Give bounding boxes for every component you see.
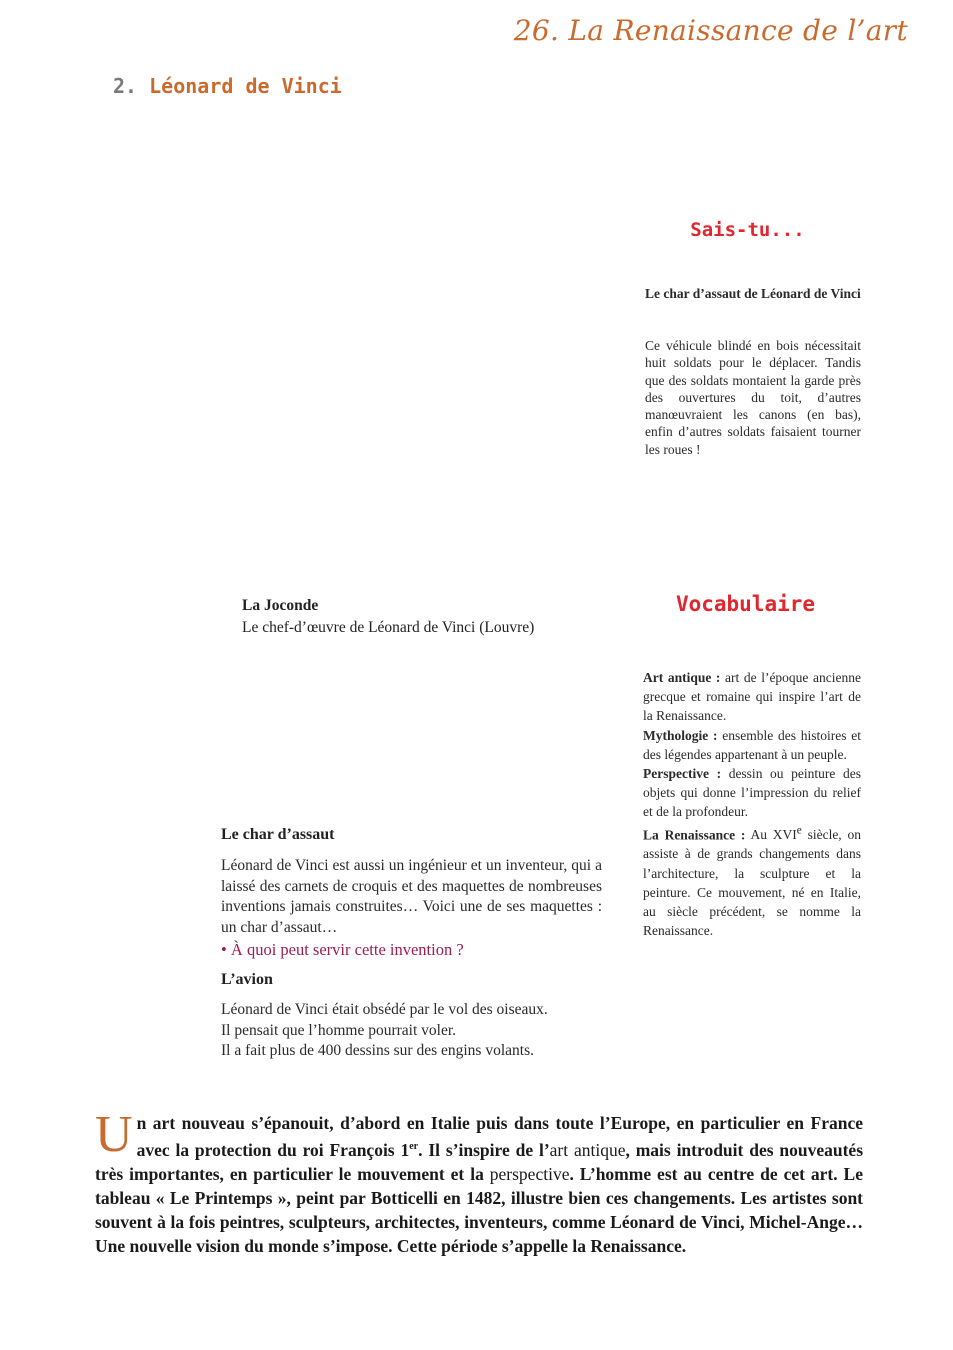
vocab-item	[643, 668, 861, 726]
vocab-term: La Renaissance :	[643, 827, 746, 843]
avion-line: Il pensait que l’homme pourrait voler.	[221, 1021, 457, 1039]
vocab-item	[643, 726, 861, 764]
summary-paragraph: Un art nouveau s’épanouit, d’abord en Italie puis dans toute l’Europe, en particulier en France avec la protection du roi François 1er. Il s’inspire de l’art antique, mais introduit des nouveautés très importantes, en particulier le mouvement et la perspective. L’homme est au centre de cet art. Le tableau « Le Printemps », peint par Botticelli en 1482, illustre bien ces changements. Les artistes sont souvent à la fois peintres, sculpteurs, architectes, inventeurs, comme Léonard de Vinci, Michel-Ange… Une nouvelle vision du monde s’impose. Cette période s’appelle la Renaissance.	[95, 1106, 863, 1256]
joconde-caption-text: Le chef-d’œuvre de Léonard de Vinci (Louvre)	[242, 619, 535, 636]
vocab-definition: ensemble des histoires et des légendes appartenant à un peuple.	[643, 727, 862, 762]
vocab-definition: art de l’époque ancienne grecque et romaine qui inspire l’art de la Renaissance.	[643, 670, 861, 724]
char-assaut-heading: Le char d’assaut	[221, 826, 335, 843]
vocabulaire-heading: Vocabulaire	[675, 592, 816, 616]
chapter-title: 26. La Renaissance de l’art	[513, 14, 908, 47]
section-heading	[113, 74, 342, 98]
sais-tu-title: Le char d’assaut de Léonard de Vinci	[645, 286, 861, 301]
vocab-term: Art antique :	[643, 670, 721, 685]
section-title: Léonard de Vinci	[149, 74, 342, 98]
avion-text	[221, 1000, 606, 1062]
summary-term: perspective	[489, 1163, 570, 1184]
section-number: 2.	[113, 74, 138, 98]
vocab-definition: dessin ou peinture des objets qui donne l’impression du relief et de la profondeur.	[643, 766, 861, 820]
drop-cap: U	[95, 1106, 133, 1163]
vocab-item	[643, 764, 861, 822]
vocab-definition: Au XVIe siècle, on assiste à de grands changements dans l’architecture, la sculpture et la peinture. Ce mouvement, né en Italie, au siècle précédent, se nomme la Renaissance.	[643, 824, 861, 939]
avion-heading: L’avion	[221, 971, 273, 988]
joconde-caption-title: La Joconde	[242, 597, 319, 614]
summary-term: art antique	[549, 1139, 626, 1160]
vocab-item	[643, 822, 861, 941]
sais-tu-text: Ce véhicule blindé en bois nécessitait huit soldats pour le déplacer. Tandis que des soldats montaient la garde près des ouvertures du toit, d’autres manœuvraient les canons (en bas), enfin d’autres soldats faisaient tourner les roues !	[645, 338, 861, 457]
sais-tu-heading: Sais-tu...	[690, 219, 805, 241]
char-assaut-question: • À quoi peut servir cette invention ?	[221, 940, 464, 959]
avion-line: Léonard de Vinci était obsédé par le vol des oiseaux.	[221, 1001, 548, 1018]
vocab-term: Perspective :	[643, 766, 722, 782]
vocabulaire-list	[643, 668, 861, 940]
vocab-term: Mythologie :	[643, 727, 718, 743]
avion-line: Il a fait plus de 400 dessins sur des engins volants.	[221, 1042, 534, 1059]
char-assaut-text: Léonard de Vinci est aussi un ingénieur et un inventeur, qui a laissé des carnets de croquis et des maquettes de nombreuses inventions jamais construites… Voici une de ses maquettes : un char d’assaut…	[221, 857, 602, 936]
